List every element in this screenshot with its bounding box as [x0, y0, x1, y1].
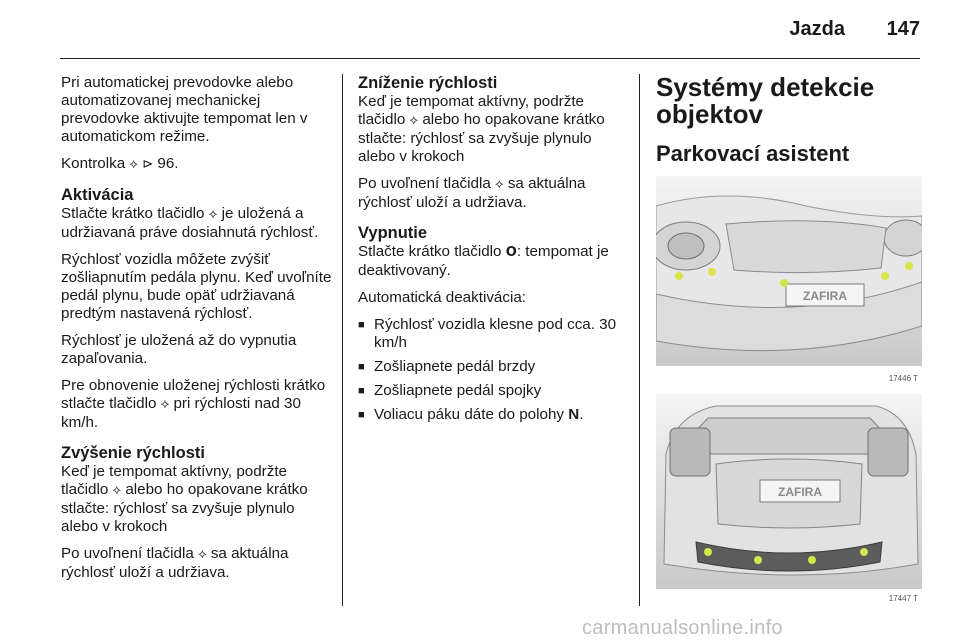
heading-decrease: Zníženie rýchlosti: [358, 74, 498, 92]
paragraph-off: Stlačte krátko tlačidlo O: tempomat je deaktivovaný.: [358, 243, 609, 279]
license-plate-text: ZAFIRA: [778, 485, 822, 499]
paragraph-increase: Keď je tempomat aktívny, podržte tlačidlo ⟡ alebo ho opakovane krátko stlačte: rýchlosť sa zvyšuje plynulo alebo v krokoch: [61, 463, 308, 535]
car-front-illustration: [656, 176, 922, 388]
watermark: carmanualsonline.info: [582, 617, 783, 639]
cruise-set-icon: ⟡: [112, 483, 122, 498]
cruise-resume-icon: ⟡: [409, 113, 419, 128]
page-ref-icon[interactable]: ⊳: [142, 157, 154, 172]
section-heading: Parkovací asistent: [656, 141, 850, 166]
page-header: [60, 0, 920, 58]
sensor-dot: [860, 548, 868, 556]
cruise-off-icon: O: [505, 245, 517, 260]
sensor-dot: [808, 556, 816, 564]
paragraph-stored: Rýchlosť je uložená až do vypnutia zapaľovania.: [61, 332, 297, 367]
list-item: ■ Zošliapnete pedál brzdy: [358, 358, 626, 376]
license-plate-text: ZAFIRA: [803, 289, 847, 303]
paragraph-auto-deactivation: Automatická deaktivácia:: [358, 289, 526, 306]
heading-off: Vypnutie: [358, 224, 428, 242]
list-item: ■ Voliacu páku dáte do polohy N.: [358, 406, 626, 424]
column-right: [656, 74, 924, 176]
paragraph-decrease-release: Po uvoľnení tlačidla ⟡ sa aktuálna rýchlosť uloží a udržiava.: [358, 175, 586, 211]
paragraph-resume: Pre obnovenie uloženej rýchlosti krátko stlačte tlačidlo ⟡ pri rýchlosti nad 30 km/h.: [61, 377, 326, 431]
figure-front-sensors: [656, 176, 922, 388]
page-number: 147: [886, 18, 920, 40]
figure-rear-sensors: [656, 394, 922, 606]
chapter-heading: Systémy detekcie objektov: [656, 72, 875, 129]
deactivation-list: [358, 316, 626, 424]
paragraph-increase-release: Po uvoľnení tlačidla ⟡ sa aktuálna rýchlosť uloží a udržiava.: [61, 545, 289, 581]
cruise-set-icon: ⟡: [198, 547, 207, 562]
header-divider: [60, 58, 920, 59]
paragraph-indicator: Kontrolka ⟡ ⊳ 96.: [61, 155, 179, 172]
cruise-indicator-icon: ⟡: [129, 157, 138, 172]
cruise-resume-icon: ⟡: [495, 177, 504, 192]
column-left: [61, 74, 333, 591]
column-middle: [358, 74, 626, 430]
cruise-set-icon: ⟡: [208, 207, 218, 222]
car-rear-illustration: [656, 394, 922, 606]
sensor-dot: [905, 262, 913, 270]
paragraph-activation: Stlačte krátko tlačidlo ⟡ je uložená a udržiavaná práve dosiahnutá rýchlosť.: [61, 205, 319, 241]
column-divider: [639, 74, 640, 606]
paragraph-decrease: Keď je tempomat aktívny, podržte tlačidlo ⟡ alebo ho opakovane krátko stlačte: rýchlosť sa zvyšuje plynulo alebo v krokoch: [358, 93, 605, 165]
sensor-dot: [780, 279, 788, 287]
sensor-dot: [881, 272, 889, 280]
sensor-dot: [704, 548, 712, 556]
page-ref-link[interactable]: 96.: [157, 155, 179, 172]
column-divider: [342, 74, 343, 606]
list-item: ■ Rýchlosť vozidla klesne pod cca. 30 km/h: [358, 316, 626, 352]
heading-increase: Zvýšenie rýchlosti: [61, 444, 205, 462]
sensor-dot: [675, 272, 683, 280]
heading-activation: Aktivácia: [61, 186, 134, 204]
paragraph-accelerate: Rýchlosť vozidla môžete zvýšiť zošliapnutím pedála plynu. Keď uvoľníte pedál plynu, bude opäť udržiavaná predtým nastavená rýchlosť.: [61, 251, 332, 322]
figure-code: 17447 T: [888, 594, 918, 603]
paragraph-auto-transmission: Pri automatickej prevodovke alebo automatizovanej mechanickej prevodovke aktivujte tempomat len v automatickom režime.: [61, 74, 308, 145]
sensor-dot: [708, 268, 716, 276]
cruise-resume-icon: ⟡: [160, 397, 170, 412]
figure-code: 17446 T: [888, 374, 918, 383]
list-item: ■ Zošliapnete pedál spojky: [358, 382, 626, 400]
sensor-dot: [754, 556, 762, 564]
section-title: Jazda: [789, 18, 845, 40]
